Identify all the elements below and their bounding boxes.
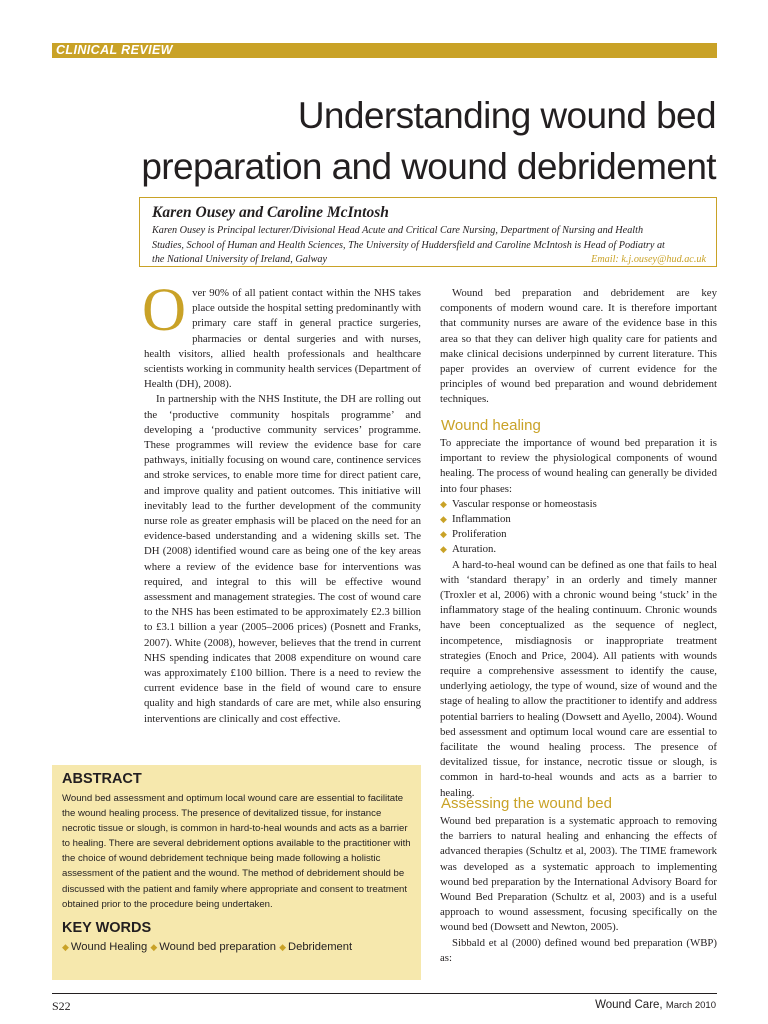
keywords-heading: KEY WORDS [62, 920, 152, 936]
author-box [139, 197, 717, 267]
author-email[interactable]: Email: k.j.ousey@hud.ac.uk [591, 254, 706, 265]
body-paragraph: Wound bed preparation is a systematic approach to removing the barriers to natural healing and enhancing the effects of advanced therapies (Schultz et al, 2003). The TIME framework was developed as a systematic approach to implementing wound bed preparation by the International Advisory Board for Wound Bed Preparation (Schultz et al, 2003) and is a useful approach to wound assessment, focusing specifically on the wound bed (Dowsett and Newton, 2005). [440, 815, 717, 934]
bullet-icon: ◆ [440, 514, 447, 525]
phase-list [440, 497, 717, 558]
list-item: ◆ Vascular response or homeostasis [440, 497, 717, 512]
drop-cap: O [142, 277, 187, 344]
title-line-2: preparation and wound debridement [141, 146, 716, 187]
list-item: ◆ Inflammation [440, 512, 717, 527]
body-paragraph: To appreciate the importance of wound bed preparation it is important to review the physiological components of wound healing. The process of wound healing can generally be divided into four phases: [440, 437, 717, 495]
body-paragraph: Sibbald et al (2000) defined wound bed preparation (WBP) as: [440, 936, 717, 964]
article-title [76, 90, 716, 192]
section-bar [52, 43, 717, 58]
authors: Karen Ousey and Caroline McIntosh [152, 204, 389, 221]
intro-paragraph [142, 277, 421, 392]
intro-text: ver 90% of all patient contact within the NHS takes place outside the hospital setting predominantly with primary care staff in general practice surgeries, pharmacies or dental surgeries and with nurses, health visitors, allied health professionals and healthcare scientists working in community health services (Department of Health (DH), 2008). [144, 287, 421, 391]
body-paragraph: A hard-to-heal wound can be defined as one that fails to heal with ‘standard therapy’ in an orderly and timely manner (Troxler et al, 2006) with a chronic wound being ‘stuck’ in the inflammatory stage of the healing continuum. Chronic wounds have been conceptualized as the sequence of neglect, incompetence, misdiagnosis or inappropriate treatment strategies (Enoch and Price, 2004). All patients with wounds require a comprehensive assessment to identify the cause, underlying aetiology, the type of wound, size of wound and the stage of healing to allow the practitioner to identify and address potential barriers to healing (Dowsett and Ayello, 2004). Wound bed assessment and optimum local wound care are essential to facilitate the wound healing process. The presence of devitalized tissue, for instance, necrotic tissue or slough, is common in hard-to-heal wounds and acts as a barrier to healing. [440, 558, 717, 799]
page-number: S22 [52, 999, 71, 1013]
abstract-text: Wound bed assessment and optimum local wound care are essential to facilitate the wound healing process. The presence of devitalized tissue, for instance necrotic tissue or slough, is common in hard-to-heal wounds and acts as a barrier to healing. There are several debridement options available to the practitioner with the choice of wound debridement technique being made following a holistic assessment of the patient and the wound. The method of debridement should be discussed with the patient and family where appropriate and consent to treatment obtained prior to the procedure being undertaken. [62, 793, 411, 910]
title-line-1: Understanding wound bed [297, 95, 716, 136]
keyword: Debridement [288, 941, 353, 953]
keyword: Wound bed preparation [159, 941, 276, 953]
journal-date: March 2010 [665, 1000, 716, 1011]
section-label: CLINICAL REVIEW [56, 43, 173, 57]
affiliation-line-1: Karen Ousey is Principal lecturer/Divisional Head Acute and Critical Care Nursing, Department of Nursing and Health [152, 225, 644, 236]
body-paragraph: In partnership with the NHS Institute, the DH are rolling out the ‘productive community hospitals programme’ and developing a ‘productive community services’ programme. These programmes will review the evidence base for care pathways, initially focusing on wound care, continence services and stroke services, to enable more time for direct patient care, and improve quality and patient outcomes. This initiative will inevitably lead to the further development of the community nurse role as greater emphasis will be placed on the need for an evidence-based understanding and a widening skills set. The DH (2008) identified wound care as being one of the key areas where a review of the evidence base for interventions was required, and integral to this will be effective wound assessment and management strategies. The cost of wound care to the NHS has been estimated to be approximately £2.3 billion to £3.1 billion a year (2005–2006 prices) (Posnett and Franks, 2007). White (2008), however, believes that the trend in current NHS spending indicates that 2008 expenditure on wound care was approximately £100 billion. There is a need to review the current evidence base in the field of wound care to ensure quality and high standards of care are met, while also ensuring interventions are clinically and cost effective. [144, 393, 421, 725]
wound-healing-section [440, 436, 717, 801]
affiliation-line-2: Studies, School of Human and Health Sciences, The University of Huddersfield and Caroline McIntosh is Head of Podiatry at [152, 239, 665, 251]
bullet-icon: ◆ [279, 942, 287, 952]
footer-divider [52, 993, 717, 994]
affiliation-line-3: the National University of Ireland, Galway [152, 254, 328, 265]
affiliation-line-3-wrap [152, 253, 712, 268]
assessing-section [440, 814, 717, 966]
keyword: Wound Healing [70, 941, 148, 953]
bullet-icon: ◆ [440, 498, 447, 509]
bullet-icon: ◆ [62, 942, 69, 952]
left-column [142, 277, 421, 727]
heading-wound-healing: Wound healing [441, 417, 541, 434]
keywords-list [62, 941, 352, 953]
body-paragraph: Wound bed preparation and debridement are key components of modern wound care. It is therefore important that community nurses are aware of the evidence base in this area so that they can deliver high quality care for patients and make clinical decisions underpinned by current literature. This paper provides an overview of current evidence for the principles of wound bed preparation and wound debridement techniques. [440, 287, 717, 406]
journal-name: Wound Care, [595, 999, 663, 1011]
list-item: ◆ Proliferation [440, 527, 717, 542]
heading-assessing-wound-bed: Assessing the wound bed [441, 795, 612, 812]
bullet-icon: ◆ [150, 942, 158, 952]
abstract-heading: ABSTRACT [62, 771, 142, 787]
abstract-box [52, 765, 421, 980]
right-column [440, 286, 717, 408]
journal-footer [595, 999, 716, 1011]
bullet-icon: ◆ [440, 544, 447, 555]
affiliation [152, 224, 712, 268]
list-item: ◆ Aturation. [440, 542, 717, 557]
bullet-icon: ◆ [440, 529, 447, 540]
